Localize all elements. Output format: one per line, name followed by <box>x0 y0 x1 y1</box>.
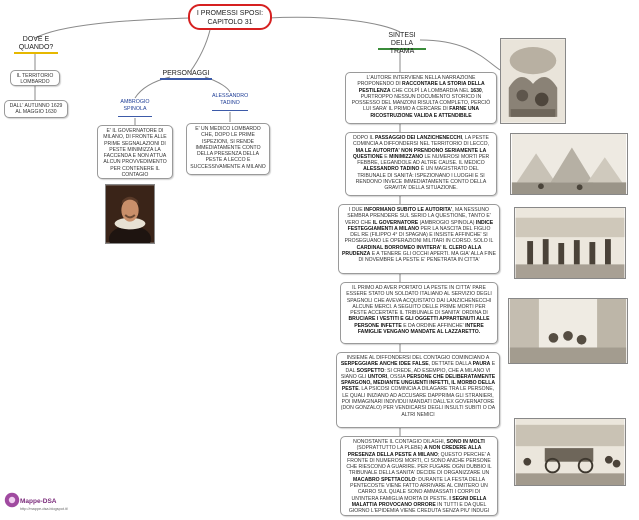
trama-block-3: I DUE INFORMANO SUBITO LE AUTORITA', MA NESSUNO SEMBRA PRENDERE SUL SERIO LA QUESTIONE, TANTO E' VERO CHE IL GOVERNATORE (AMBROGIO SPINOLA) INDICE FESTEGGIAMENTI A MILANO PER LA NASCITA DEL FIGLIO DEL RE (FILIPPO 4° DI SPAGNA) E INSISTE AFFINCHE' SI PROSEGUANO LE OPERAZIONI MILITARI IN CORSO. SOLO IL CARDINAL BORROMEO INVITERA' IL CLERO ALLA PRUDENZA E A TENERE GLI OCCHI APERTI. MA GIA' ALLA FINE DI NOVEMBRE LA PESTE E' PENETRATA IN CITTA' <box>338 204 500 274</box>
tadino-description: E' UN MEDICO LOMBARDO CHE, DOPO LE PRIME ISPEZIONI, SI RENDE IMMEDIATAMENTE CONTO DELLA PRESENZA DELLA PESTE A LECCO E SUCCESSIVAMENTE A MILANO <box>186 123 270 175</box>
illustration-cart <box>514 418 626 486</box>
sintesi-label: SINTESI DELLA TRAMA <box>378 32 426 50</box>
map-title <box>188 4 272 30</box>
spinola-portrait <box>105 184 155 244</box>
footer-brand: Mappe-DSA <box>20 498 57 505</box>
tadino-name: ALESSANDRO TADINO <box>212 93 248 111</box>
personaggi-label: PERSONAGGI <box>160 70 212 80</box>
spinola-description: E' IL GOVERNATORE DI MILANO, DI FRONTE ALLE PRIME SEGNALAZIONI DI PESTE MINIMIZZA LA FACCENDA E NON ATTUA ALCUN PROVVEDIMENTO PER CONTENERE IL CONTAGIO <box>97 125 173 179</box>
trama-block-5: INSIEME AL DIFFONDERSI DEL CONTAGIO COMINCIANO A SERPEGGIARE ANCHE IDEE FALSE, DETTATE DALLA PAURA E DAL SOSPETTO: SI CREDE, AD ESEMPIO, CHE A MILANO VI SIANO GLI UNTORI, OSSIA PERSONE CHE DELIBERATAMENTE SPARGONO, MEDIANTE UNGUENTI INFETTI, IL MORBO DELLA PESTE. LA PSICOSI COMINCIA A DILAGARE TRA LE PERSONE, LE QUALI INIZIANO AD ACCUSARE DAPPRIMA GLI STRANIERI, POI IMMAGINARI INDIVIDUI MANDATI DALL'EX GOVERNATORE (DON GONZALO) PER VENDICARSI DEGLI INSULTI SUBITI O DA ALTRI NEMICI <box>336 352 500 428</box>
title-line-1: I PROMESSI SPOSI: <box>196 10 264 17</box>
place-box: IL TERRITORIO LOMBARDO <box>10 70 60 86</box>
illustration-camp <box>510 133 628 195</box>
illustration-street <box>508 298 628 364</box>
trama-block-6: NONOSTANTE IL CONTAGIO DILAGHI, SONO IN MOLTI (SOPRATTUTTO LA PLEBE) A NON CREDERE ALLA PRESENZA DELLA PESTE A MILANO; QUESTO PERCHE' A FRONTE DI NUMEROSI MORTI, CI SONO ANCHE PERSONE CHE RIESCONO A GUARIRE. PER FUGARE OGNI DUBBIO IL TRIBUNALE DELLA SANITA' DECIDE DI ORGANIZZARE UN MACABRO SPETTACOLO: DURANTE LA FESTA DELLA PENTECOSTE VIENE FATTO ARRIVARE AL CIMITERO UN CARRO SUL QUALE SONO AMMASSATI I CORPI DI UN'INTERA FAMIGLIA MORTA DI PESTE. I SEGNI DELLA MALATTIA PROVOCANO ORRORE IN TUTTI E DA QUEL GIORNO L'EPIDEMIA VIENE CREDUTA SENZA PIU' INDUGI <box>340 436 498 516</box>
trama-block-1: L'AUTORE INTERVIENE NELLA NARRAZIONE PROPONENDO DI RACCONTARE LA STORIA DELLA PESTILENZA CHE COLPÌ LA LOMBARDIA NEL 1630, PURTROPPO NESSUN DOCUMENTO STORICO IN POSSESSO DEL MANZONI RISULTA COMPLETO, PERCIÒ LUI SARA' IL PRIMO A CERCARE DI FARNE UNA RICOSTRUZIONE VALIDA E ATTENDIBILE <box>345 72 497 124</box>
title-line-2: CAPITOLO 31 <box>207 19 253 26</box>
spinola-name: AMBROGIO SPINOLA <box>118 99 152 117</box>
trama-block-4: IL PRIMO AD AVER PORTATO LA PESTE IN CITTA' PARE ESSERE STATO UN SOLDATO ITALIANO AL SERVIZIO DEGLI SPAGNOLI CHE AVEVA ACQUISTATO DAI LANZICHENECCHI ALCUNE MERCI. A SEGUITO DELLE PRIME MORTI PER PESTE ACCERTATE IL TRIBUNALE DI SANITA' ORDINA DI BRUCIARE I VESTITI E GLI OGGETTI APPARTENUTI ALLE PERSONE INFETTE E DA ORDINE AFFINCHE' INTERE FAMIGLIE VENGANO MANDATE AL LAZZARETTO. <box>340 282 498 344</box>
dove-quando-label: DOVE E QUANDO? <box>14 36 58 54</box>
time-box: DALL' AUTUNNO 1629 AL MAGGIO 1630 <box>4 100 68 118</box>
trama-block-2: DOPO IL PASSAGGIO DEI LANZICHENECCHI, LA PESTE COMINCIA A DIFFONDERSI NEL TERRITORIO DI LECCO, MA LE AUTORITA' NON PRENDONO SERIAMENTE LA QUESTIONE E MINIMIZZANO LE NUMEROSI MORTI PER FEBBRE, LEGANDOLE AD ALTRE CAUSE. IL MEDICO ALESSANDRO TADINO È UN MAGISTRATO DEL TRIBUNALE DI SANITÀ: ISPEZIONANO I LUOGHI E SI RENDONO INVECE IMMEDIATAMENTE CONTO DELLA GRAVITA' DELLA SITUAZIONE. <box>345 132 497 196</box>
illustration-procession <box>514 207 626 279</box>
footer-url[interactable]: http://mappe-dsa.blogspot.it/ <box>20 507 68 511</box>
illustration-plague-allegory <box>500 38 566 124</box>
